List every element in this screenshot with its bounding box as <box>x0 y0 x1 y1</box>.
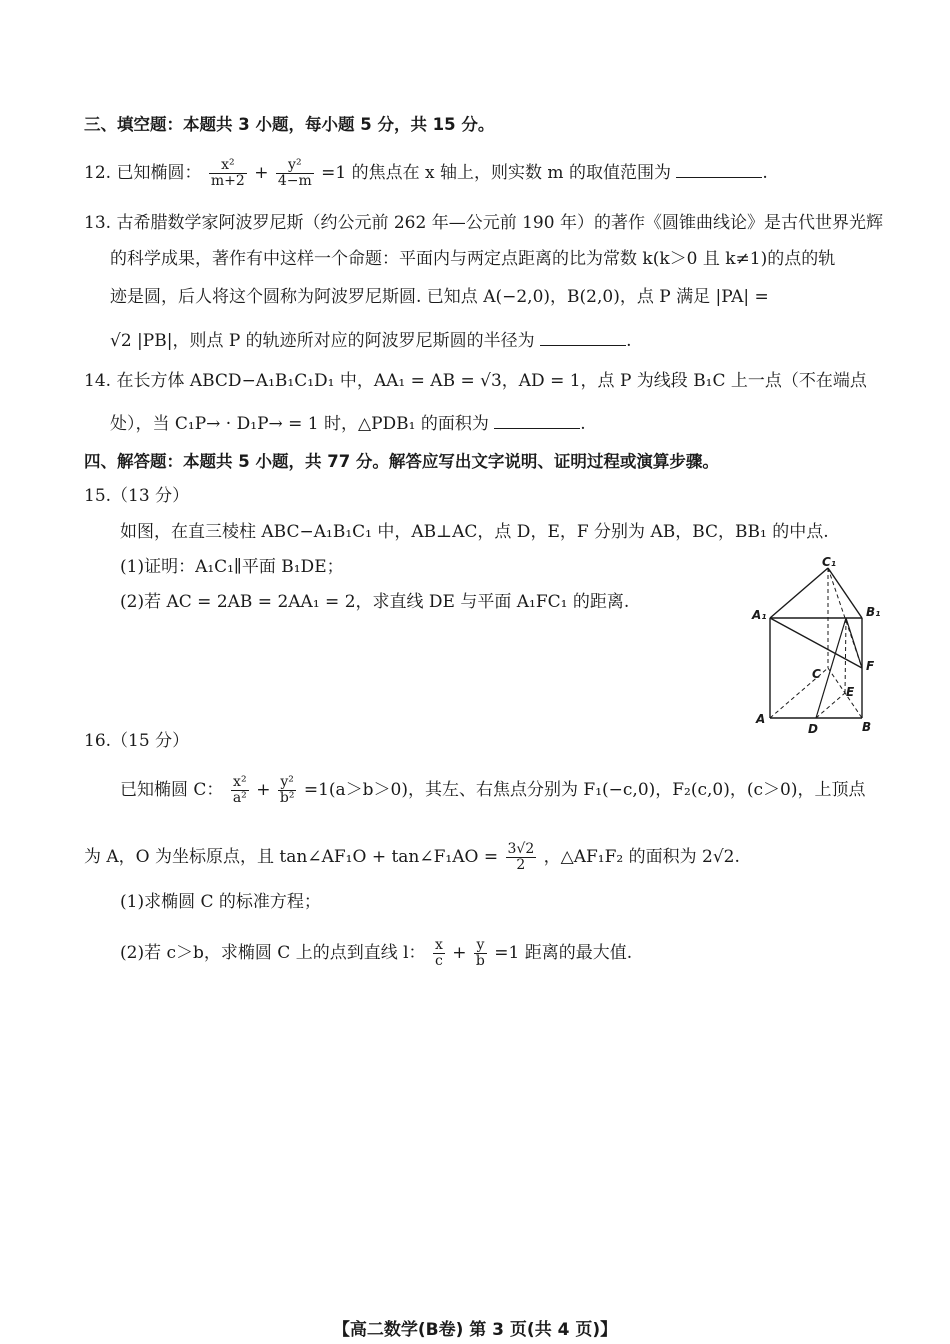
q12-suffix: =1 的焦点在 x 轴上，则实数 m 的取值范围为 <box>321 163 671 183</box>
section-3-heading: 三、填空题：本题共 3 小题，每小题 5 分，共 15 分。 <box>84 115 495 134</box>
q15-part-2: (2)若 AC = 2AB = 2AA₁ = 2，求直线 DE 与平面 A₁FC₁ 的距离. <box>120 592 630 612</box>
q14-line-2: 处），当 C₁P→ · D₁P→ = 1 时，△PDB₁ 的面积为 . <box>110 414 586 434</box>
q13-line-2: 的科学成果，著作有中这样一个命题：平面内与两定点距离的比为常数 k(k＞0 且 k≠1)的点的轨 <box>110 249 836 269</box>
q16-stem-line-2: 为 A，O 为坐标原点，且 tan∠AF₁O + tan∠F₁AO = $\frac{3√2}{2}$ ，△AF₁F₂ 的面积为 2√2. <box>84 841 740 873</box>
q12-fraction-x: $\frac{\text{x²}}{m+2}$ <box>210 157 245 189</box>
q13-answer-blank[interactable] <box>540 329 626 346</box>
label-a: A <box>756 712 766 726</box>
label-e: E <box>846 685 855 699</box>
label-b1: B₁ <box>866 605 881 619</box>
label-b: B <box>862 720 872 734</box>
segment-e-b1-hidden <box>845 618 846 693</box>
q14-answer-blank[interactable] <box>494 412 580 429</box>
q16-stem-line-1: 已知椭圆 C： $\frac{\text{x²}}{\text{a²}}$ + $\frac{\text{y²}}{\text{b²}}$ =1(a＞b＞0)，其左、右焦点分别为 F₁(−c,0)，F₂(c,0)，(c＞0)，上顶点 <box>120 774 866 806</box>
page-footer: 【高二数学(B卷) 第 3 页(共 4 页)】 <box>332 1320 618 1340</box>
label-a1: A₁ <box>752 608 767 622</box>
q16-part-2: (2)若 c＞b，求椭圆 C 上的点到直线 l： $\frac{x}{c}$ + $\frac{y}{b}$ =1 距离的最大值. <box>120 937 633 969</box>
q16-fraction-y: $\frac{\text{y²}}{\text{b²}}$ <box>279 774 295 806</box>
label-d: D <box>808 722 818 736</box>
q15-part-1: (1)证明：A₁C₁∥平面 B₁DE； <box>120 557 344 577</box>
section-4-heading: 四、解答题：本题共 5 小题，共 77 分。解答应写出文字说明、证明过程或演算步骤。 <box>84 452 719 471</box>
q16-fraction-x-c: $\frac{x}{c}$ <box>434 937 443 969</box>
q16-fraction-y-b: $\frac{y}{b}$ <box>475 937 485 969</box>
q14-line-1: 14. 在长方体 ABCD−A₁B₁C₁D₁ 中，AA₁ = AB = √3，AD = 1，点 P 为线段 B₁C 上一点（不在端点 <box>84 371 867 391</box>
q12-fraction-y: $\frac{\text{y²}}{4-m}$ <box>277 157 312 189</box>
edge-c1-b1 <box>828 568 862 618</box>
question-12: 12. 已知椭圆： $\frac{\text{x²}}{m+2}$ + $\frac{\text{y²}}{4-m}$ =1 的焦点在 x 轴上，则实数 m 的取值范围为 . <box>84 157 768 189</box>
q16-fraction-x: $\frac{\text{x²}}{\text{a²}}$ <box>232 774 247 806</box>
q15-title: 15.（13 分） <box>84 486 190 506</box>
q15-stem: 如图，在直三棱柱 ABC−A₁B₁C₁ 中，AB⊥AC，点 D，E，F 分别为 AB，BC，BB₁ 的中点. <box>120 522 829 542</box>
label-c: C <box>812 667 821 681</box>
q13-line-3: 迹是圆，后人将这个圆称为阿波罗尼斯圆. 已知点 A(−2,0)，B(2,0)，点 P 满足 |PA| = <box>110 287 769 307</box>
q12-prefix: 12. 已知椭圆： <box>84 163 202 183</box>
label-f: F <box>866 659 875 673</box>
q13-line-1: 13. 古希腊数学家阿波罗尼斯（约公元前 262 年—公元前 190 年）的著作《圆锥曲线论》是古代世界光辉 <box>84 213 883 233</box>
edge-a1-c1 <box>770 568 828 618</box>
q16-fraction-3root2: $\frac{3√2}{2}$ <box>507 841 535 873</box>
q16-title: 16.（15 分） <box>84 731 190 751</box>
q12-answer-blank[interactable] <box>676 161 762 178</box>
q13-line-4: √2 |PB|，则点 P 的轨迹所对应的阿波罗尼斯圆的半径为 . <box>110 331 632 351</box>
q16-part-1: (1)求椭圆 C 的标准方程； <box>120 892 321 912</box>
label-c1: C₁ <box>822 555 837 569</box>
prism-figure <box>748 556 888 736</box>
